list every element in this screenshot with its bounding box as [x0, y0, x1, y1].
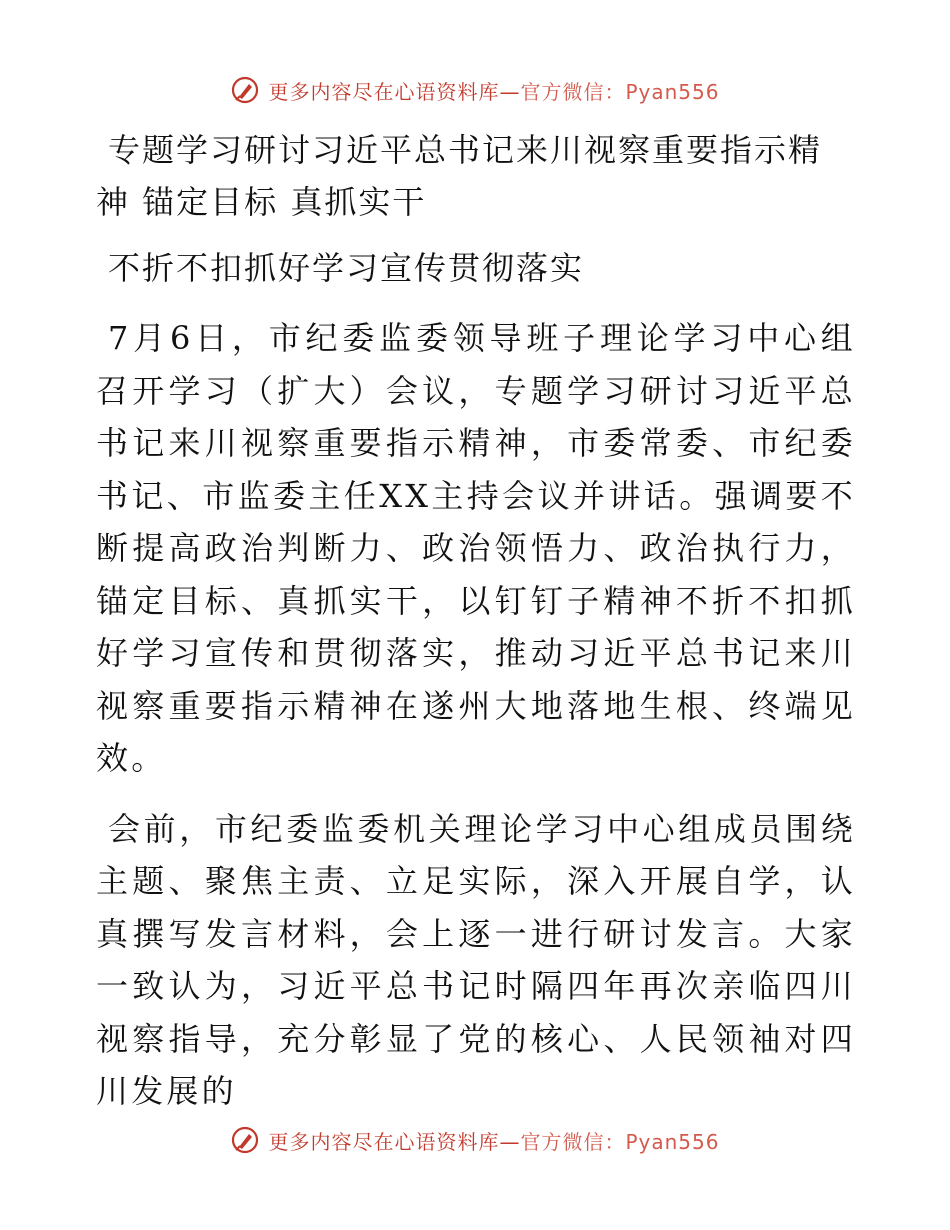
pen-nib-logo-icon [230, 75, 260, 105]
footer-banner-text: 更多内容尽在心语资料库—官方微信：Pyan556 [268, 1129, 720, 1154]
paragraph-2: 会前，市纪委监委机关理论学习中心组成员围绕主题、聚焦主责、立足实际，深入开展自学，认真撰写发言材料，会上逐一进行研讨发言。大家一致认为，习近平总书记时隔四年再次亲临四川视察指导，充分彰显了党的核心、人民领袖对四川发展的 [96, 809, 856, 1110]
footer-banner [0, 1120, 950, 1160]
document-subtitle: 不折不扣抓好学习宣传贯彻落实 [108, 249, 585, 287]
document-body [96, 124, 856, 1118]
title-line-1: 专题学习研讨习近平总书记来川视察重要指示精 [108, 131, 823, 169]
header-banner-text: 更多内容尽在心语资料库—官方微信：Pyan556 [268, 79, 720, 104]
paragraph-1: 7月6日，市纪委监委领导班子理论学习中心组召开学习（扩大）会议，专题学习研讨习近平总书记来川视察重要指示精神，市委常委、市纪委书记、市监委主任XX主持会议并讲话。强调要不断提高政治判断力、政治领悟力、政治执行力，锚定目标、真抓实干，以钉钉子精神不折不扣抓好学习宣传和贯彻落实，推动习近平总书记来川视察重要指示精神在遂州大地落地生根、终端见效。 [96, 319, 856, 777]
header-banner [0, 70, 950, 110]
title-line-2: 神 锚定目标 真抓实干 [96, 183, 427, 221]
pen-nib-logo-icon [230, 1125, 260, 1155]
document-title [96, 124, 856, 228]
